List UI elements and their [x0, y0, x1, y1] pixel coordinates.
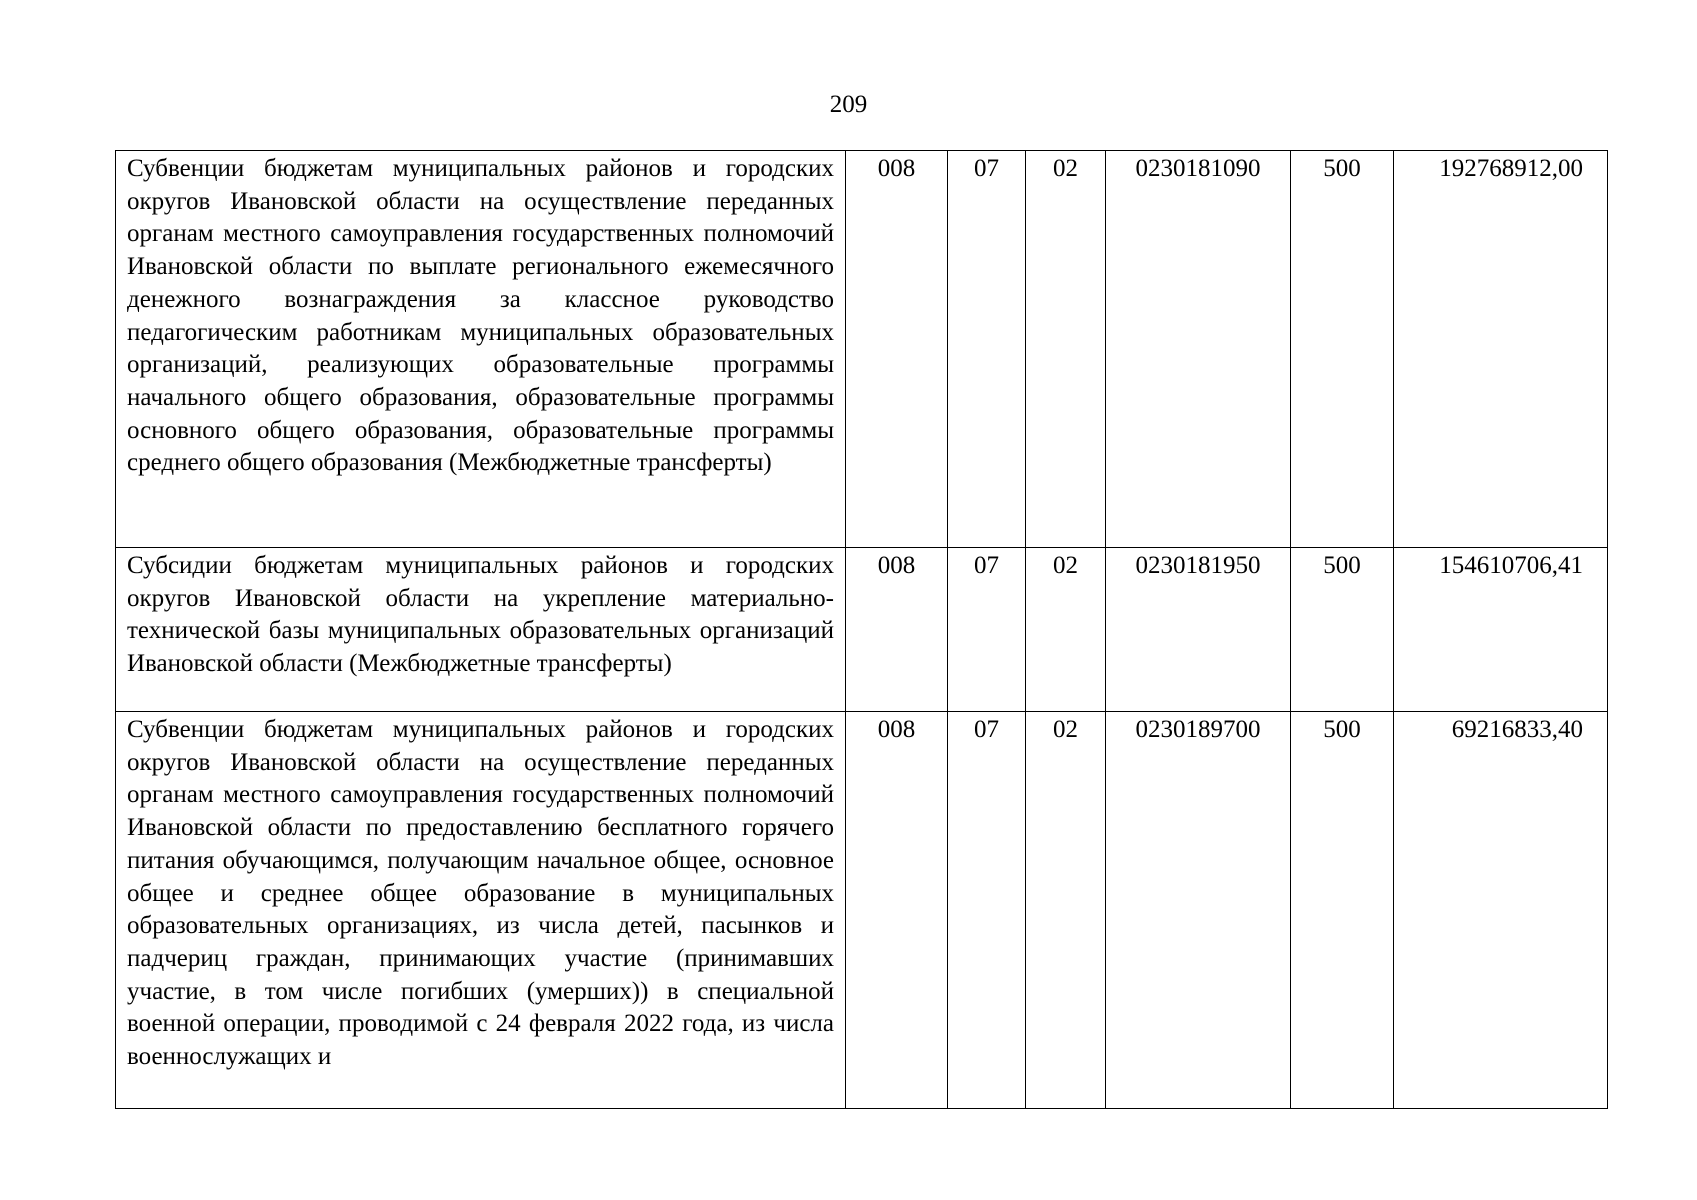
row-description: Субвенции бюджетам муниципальных районов и городских округов Ивановской области на осуществление переданных органам местного самоуправления государственных полномочий Ивановской области по выплате регионального ежемесячного денежного вознаграждения за классное руководство педагогическим работникам муниципальных образовательных организаций, реализующих образовательные программы начального общего образования, образовательные программы основного общего образования, образовательные программы среднего общего образования (Межбюджетные трансферты)	[116, 151, 846, 548]
table-row	[116, 712, 1608, 1109]
expense-type-code: 500	[1291, 712, 1394, 1109]
subsection-code: 02	[1026, 548, 1106, 712]
amount-value: 154610706,41	[1394, 548, 1608, 712]
target-article-code: 0230189700	[1106, 712, 1291, 1109]
section-code: 07	[948, 548, 1026, 712]
amount-value: 192768912,00	[1394, 151, 1608, 548]
table-row	[116, 548, 1608, 712]
target-article-code: 0230181090	[1106, 151, 1291, 548]
page-number: 209	[829, 91, 868, 118]
row-description: Субсидии бюджетам муниципальных районов и городских округов Ивановской области на укрепление материально-технической базы муниципальных образовательных организаций Ивановской области (Межбюджетные трансферты)	[116, 548, 846, 712]
subsection-code: 02	[1026, 151, 1106, 548]
section-code: 07	[948, 151, 1026, 548]
ministry-code: 008	[846, 151, 948, 548]
amount-value: 69216833,40	[1394, 712, 1608, 1109]
target-article-code: 0230181950	[1106, 548, 1291, 712]
table-row	[116, 151, 1608, 548]
expense-type-code: 500	[1291, 151, 1394, 548]
ministry-code: 008	[846, 712, 948, 1109]
row-description: Субвенции бюджетам муниципальных районов и городских округов Ивановской области на осуществление переданных органам местного самоуправления государственных полномочий Ивановской области по предоставлению бесплатного горячего питания обучающимся, получающим начальное общее, основное общее и среднее общее образование в муниципальных образовательных организациях, из числа детей, пасынков и падчериц граждан, принимающих участие (принимавших участие, в том числе погибших (умерших)) в специальной военной операции, проводимой с 24 февраля 2022 года, из числа военнослужащих и	[116, 712, 846, 1109]
budget-table	[115, 150, 1608, 1109]
subsection-code: 02	[1026, 712, 1106, 1109]
section-code: 07	[948, 712, 1026, 1109]
ministry-code: 008	[846, 548, 948, 712]
expense-type-code: 500	[1291, 548, 1394, 712]
